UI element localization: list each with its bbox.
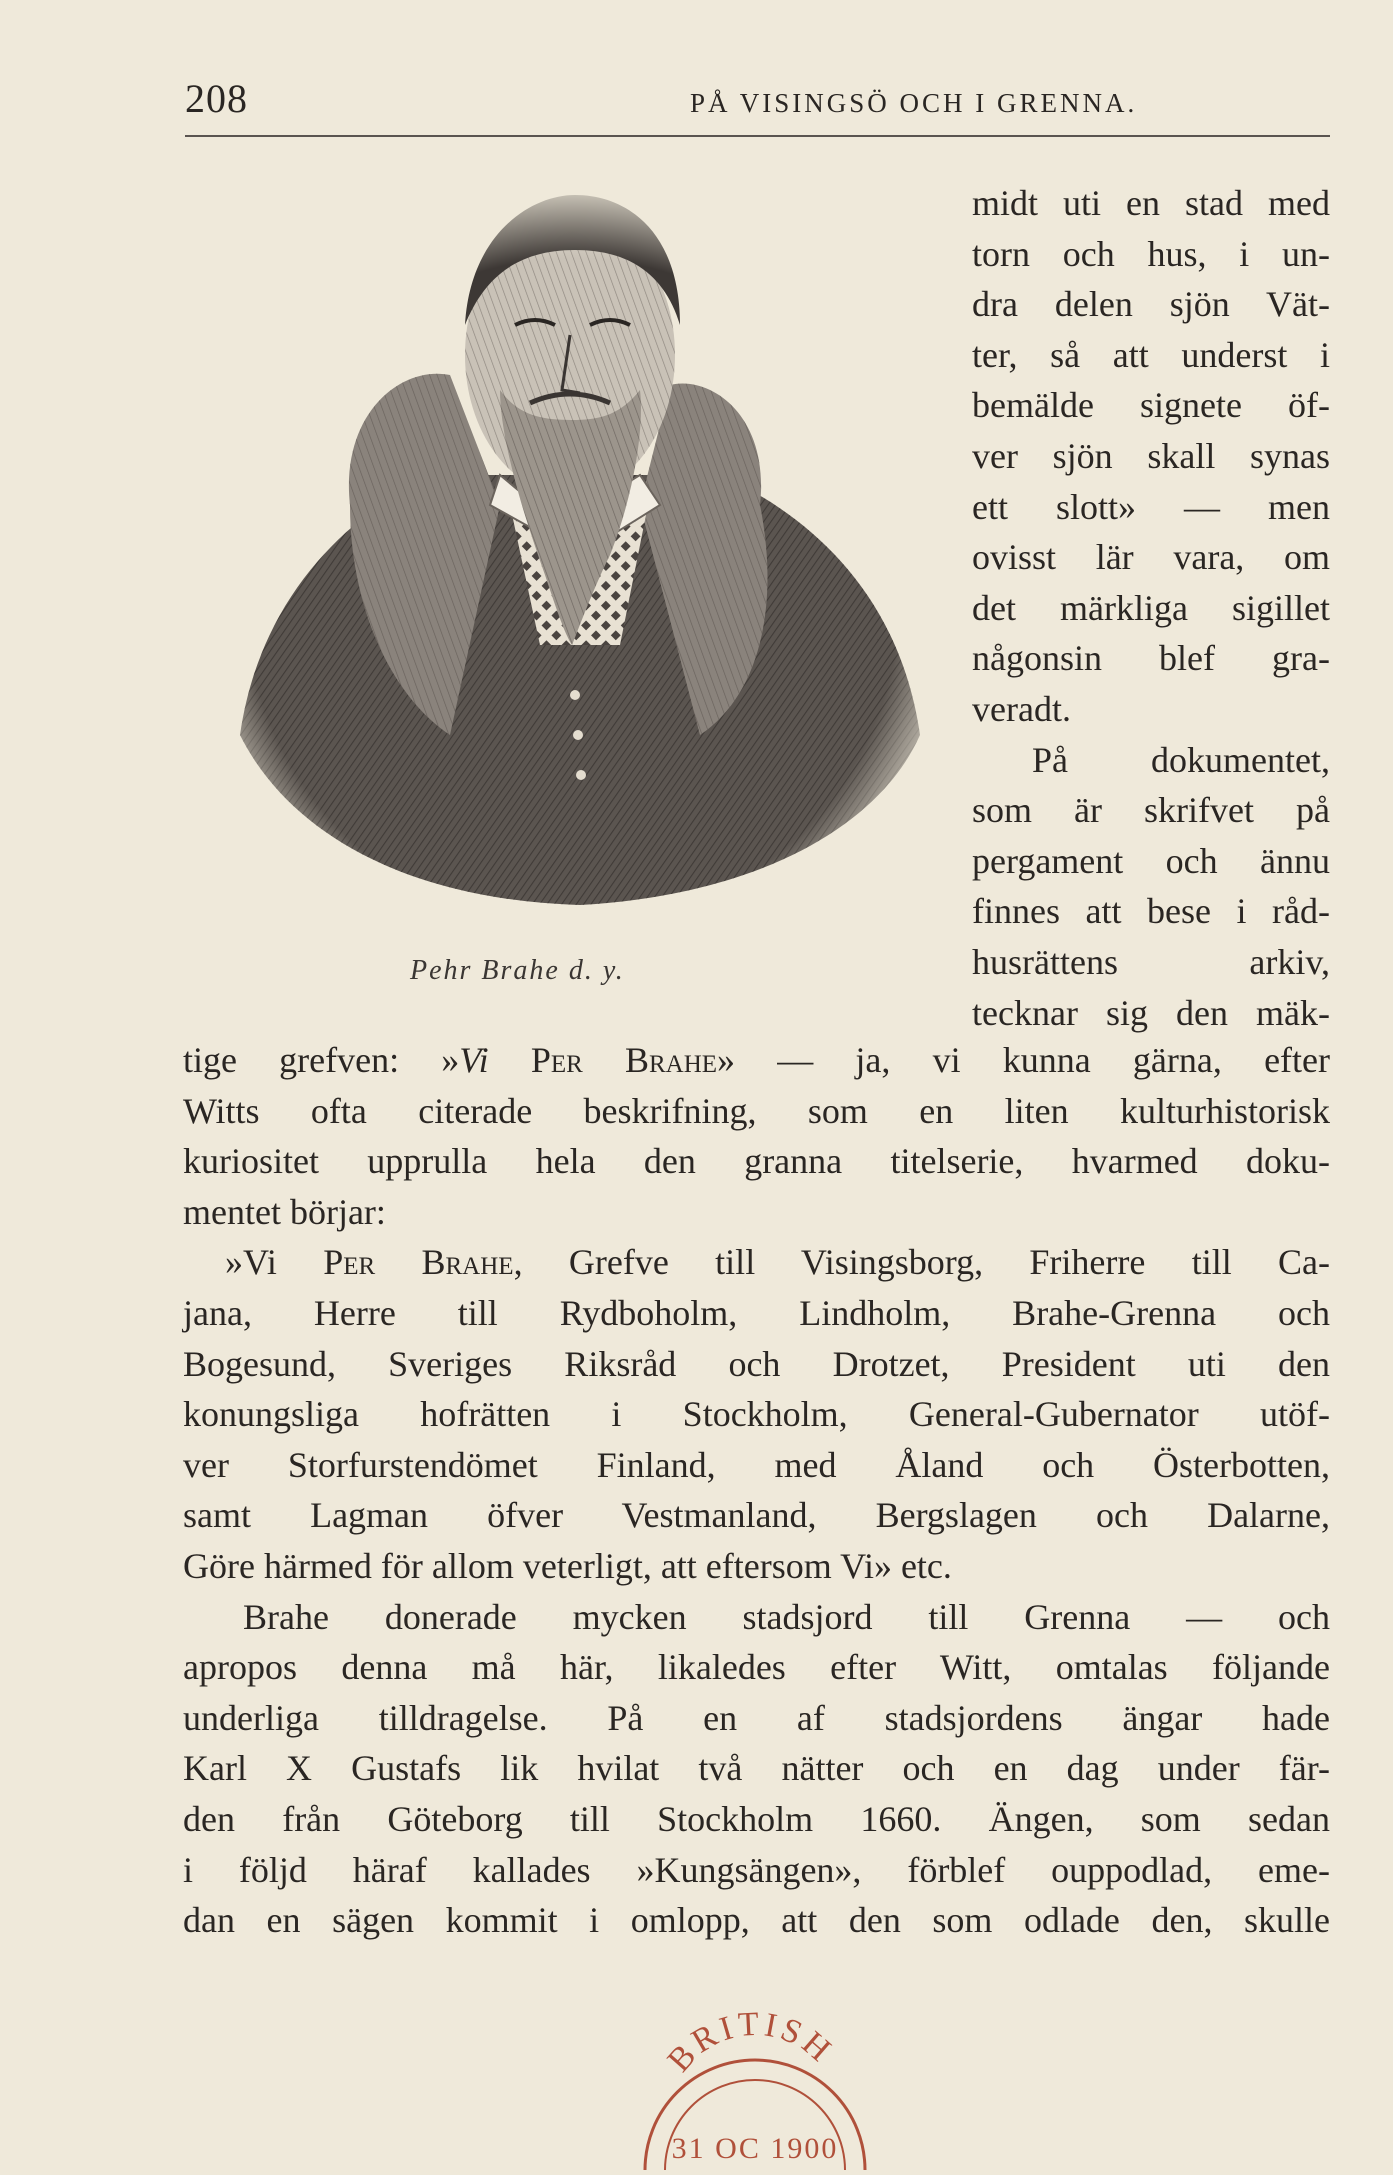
text-line [183,1035,1330,1086]
text-line: ovisst lär vara, om [972,537,1330,578]
stamp-date: 31 OC 1900 [671,2132,839,2165]
text-line: ver sjön skall synas [972,435,1330,476]
text-line: samt Lagman öfver Vestmanland, Bergslagen och Dalarne, [183,1495,1330,1536]
text-line: ett slott» — men [972,486,1330,527]
text-line: Brahe donerade mycken stadsjord till Grenna — och [243,1596,1330,1637]
text-line: konungsliga hofrätten i Stockholm, General-Gubernator utöf- [183,1394,1330,1435]
text-line: Witts ofta citerade beskrifning, som en liten kulturhistorisk [183,1090,1330,1131]
line-text: » — ja, vi kunna gärna, efter [717,1040,1331,1080]
text-line: som är skrifvet på [972,790,1330,831]
portrait-caption: Pehr Brahe d. y. [410,955,625,986]
name-per: Per [530,1040,583,1080]
text-line: bemälde signete öf- [972,385,1330,426]
text-line: någonsin blef gra- [972,638,1330,679]
text-line: husrättens arkiv, [972,941,1330,982]
text-line: tecknar sig den mäk- [972,992,1330,1033]
text-line: På dokumentet, [1032,739,1330,780]
text-line: jana, Herre till Rydboholm, Lindholm, Brahe-Grenna och [183,1292,1330,1333]
text-line [183,1237,1330,1288]
body-text [183,1035,1330,1946]
portrait-engraving [200,175,945,935]
name-brahe: Brahe [624,1040,718,1080]
text-line: den från Göteborg till Stockholm 1660. Ängen, som sedan [183,1798,1330,1839]
text-line: dan en sägen kommit i omlopp, att den som odlade den, skulle [183,1900,1330,1941]
line-text: tige grefven: » [183,1040,460,1080]
line-text: »Vi [225,1242,277,1283]
name-brahe: Brahe [421,1242,514,1283]
text-line: torn och hus, i un- [972,233,1330,274]
text-line: midt uti en stad med [972,183,1330,223]
text-line: Bogesund, Sveriges Riksråd och Drotzet, President uti den [183,1343,1330,1384]
page-number: 208 [185,76,248,121]
stamp-arc-text [661,2010,841,2079]
text-line: Göre härmed för allom veterligt, att eftersom Vi» etc. [183,1545,952,1586]
text-line: pergament och ännu [972,840,1330,881]
line-text: , Grefve till Visingsborg, Friherre till Ca- [513,1242,1331,1283]
text-line: mentet börjar: [183,1191,386,1232]
text-line: i följd häraf kallades »Kungsängen», förblef ouppodlad, eme- [183,1849,1330,1890]
text-line: kuriositet upprulla hela den granna titelserie, hvarmed doku- [183,1141,1330,1182]
vi-italic: Vi [459,1040,489,1080]
text-line: veradt. [972,688,1071,729]
text-line: det märkliga sigillet [972,587,1330,628]
text-line: finnes att bese i råd- [972,891,1330,932]
running-head: PÅ VISINGSÖ OCH I GRENNA. [690,88,1138,118]
text-line: Karl X Gustafs lik hvilat två nätter och en dag under fär- [183,1748,1330,1789]
text-line: underliga tilldragelse. På en af stadsjordens ängar hade [183,1697,1330,1738]
text-line: ver Storfurstendömet Finland, med Åland och Österbotten, [183,1444,1330,1485]
page-header [185,70,1330,130]
text-line: ter, så att underst i [972,334,1330,375]
name-per: Per [323,1242,376,1283]
stamp-top-text: BRITISH [660,2010,841,2080]
side-column-text [972,178,1330,1038]
header-rule [185,135,1330,137]
library-stamp [625,2010,885,2170]
text-line: dra delen sjön Vät- [972,284,1330,325]
text-line: apropos denna må här, likaledes efter Witt, omtalas följande [183,1647,1330,1688]
